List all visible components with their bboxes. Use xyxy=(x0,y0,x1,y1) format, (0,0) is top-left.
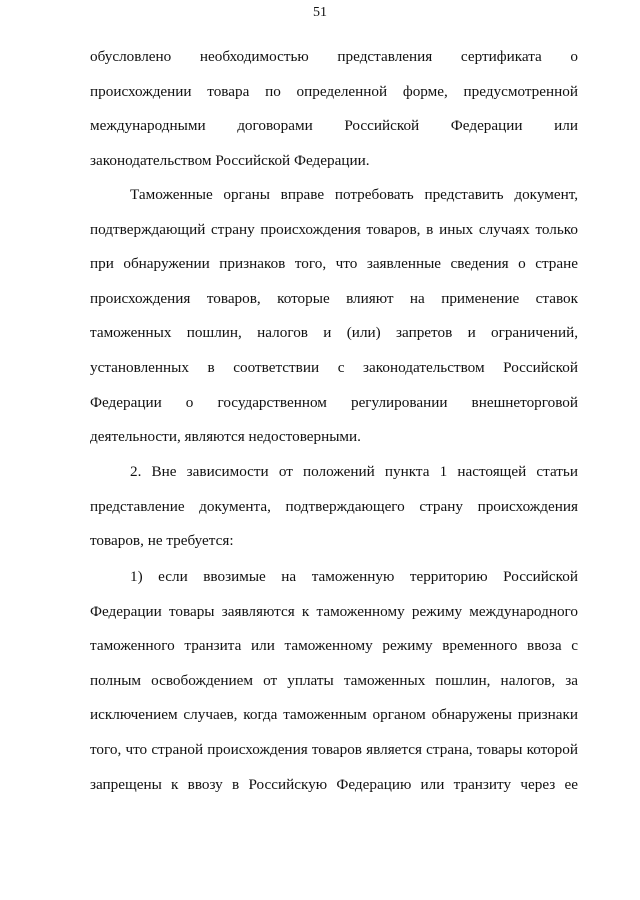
text-line: 2. Вне зависимости от положений пункта 1 настоящей статьи xyxy=(130,463,578,480)
text-line: Федерации товары заявляются к таможенному режиму международного xyxy=(90,602,578,620)
paragraph-continuation xyxy=(90,40,578,178)
text-line: товаров, не требуется: xyxy=(90,532,234,550)
text-line: обусловлено необходимостью представления сертификата о xyxy=(90,48,578,65)
text-line: деятельности, являются недостоверными. xyxy=(90,428,361,446)
text-line: исключением случаев, когда таможенным органом обнаружены признаки xyxy=(90,706,578,724)
paragraph-customs-authority xyxy=(90,178,578,455)
text-line: подтверждающий страну происхождения товаров, в иных случаях только xyxy=(90,220,578,238)
page-number: 51 xyxy=(313,5,327,20)
text-line: полным освобождением от уплаты таможенных пошлин, налогов, за xyxy=(90,671,578,689)
text-line: таможенных пошлин, налогов и (или) запретов и ограничений, xyxy=(90,324,578,342)
text-line: установленных в соответствии с законодательством Российской xyxy=(90,358,578,376)
text-line: происхождении товара по определенной форме, предусмотренной xyxy=(90,82,578,100)
text-line: международными договорами Российской Федерации или xyxy=(90,117,578,135)
text-line: при обнаружении признаков того, что заявленные сведения о стране xyxy=(90,255,578,273)
text-line: происхождения товаров, которые влияют на применение ставок xyxy=(90,289,578,307)
text-line: Таможенные органы вправе потребовать представить документ, xyxy=(130,186,578,203)
text-line: законодательством Российской Федерации. xyxy=(90,151,370,169)
paragraph-subitem-1 xyxy=(90,560,578,802)
text-line: представление документа, подтверждающего страну происхождения xyxy=(90,497,578,515)
paragraph-item-2 xyxy=(90,455,578,559)
text-line: Федерации о государственном регулировании внешнеторговой xyxy=(90,393,578,411)
text-line: запрещены к ввозу в Российскую Федерацию или транзиту через ее xyxy=(90,775,578,793)
text-line: 1) если ввозимые на таможенную территорию Российской xyxy=(130,568,578,585)
text-line: того, что страной происхождения товаров является страна, товары которой xyxy=(90,740,578,758)
text-line: таможенного транзита или таможенному режиму временного ввоза с xyxy=(90,637,578,655)
